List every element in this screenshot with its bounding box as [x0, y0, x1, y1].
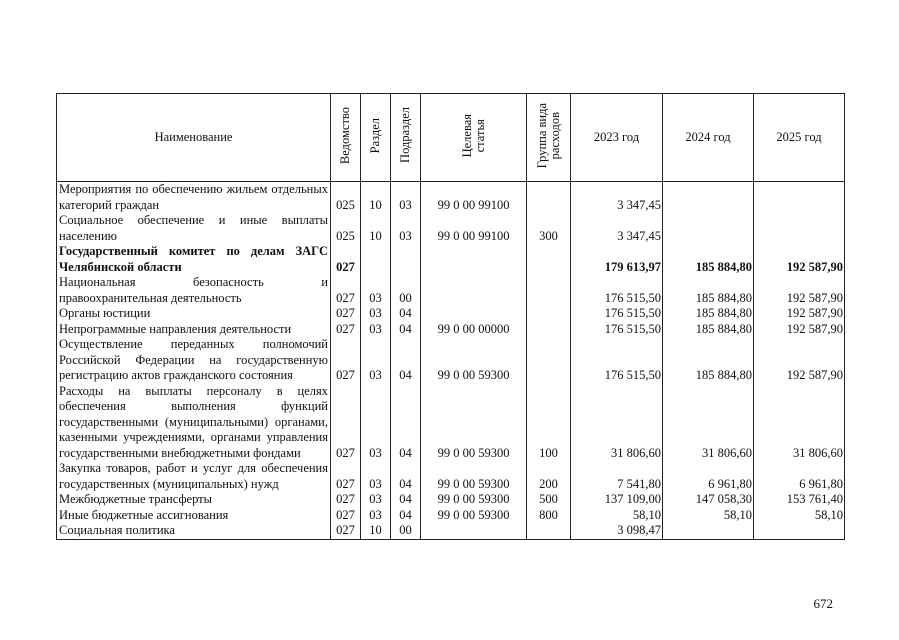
table-row [57, 322, 845, 338]
header-year-2024: 2024 год [663, 94, 754, 182]
cell-vedomstvo: 027 [331, 306, 361, 322]
cell-year-2025: 192 587,90 [754, 306, 845, 322]
cell-year-2024: 185 884,80 [663, 337, 754, 384]
cell-year-2024: 58,10 [663, 508, 754, 524]
cell-year-2023: 137 109,00 [571, 492, 663, 508]
cell-name: Расходы на выплаты персоналу в целях обеспечения выполнения функций государственными (муниципальными) органами, казенными учреждениями, органами управления государственными внебюджетными фондами [57, 384, 331, 462]
cell-vedomstvo: 025 [331, 213, 361, 244]
cell-vedomstvo: 027 [331, 508, 361, 524]
cell-gruppa-vida [527, 523, 571, 539]
cell-celevaya-statya: 99 0 00 59300 [421, 461, 527, 492]
cell-gruppa-vida: 100 [527, 384, 571, 462]
cell-vedomstvo: 027 [331, 322, 361, 338]
cell-razdel: 03 [361, 337, 391, 384]
cell-gruppa-vida [527, 306, 571, 322]
cell-gruppa-vida: 200 [527, 461, 571, 492]
header-celevaya-label: Целевая статья [459, 113, 487, 157]
cell-podrazdel: 04 [391, 322, 421, 338]
cell-year-2024: 185 884,80 [663, 275, 754, 306]
cell-year-2025 [754, 523, 845, 539]
cell-podrazdel: 04 [391, 306, 421, 322]
cell-name: Иные бюджетные ассигнования [57, 508, 331, 524]
cell-year-2023: 3 347,45 [571, 213, 663, 244]
cell-celevaya-statya [421, 275, 527, 306]
cell-celevaya-statya [421, 306, 527, 322]
cell-celevaya-statya: 99 0 00 59300 [421, 384, 527, 462]
cell-celevaya-statya [421, 523, 527, 539]
cell-name: Социальное обеспечение и иные выплаты населению [57, 213, 331, 244]
cell-razdel [361, 244, 391, 275]
cell-celevaya-statya: 99 0 00 99100 [421, 213, 527, 244]
cell-podrazdel: 04 [391, 337, 421, 384]
header-year-2023: 2023 год [571, 94, 663, 182]
table-row [57, 182, 845, 214]
cell-celevaya-statya: 99 0 00 59300 [421, 337, 527, 384]
cell-gruppa-vida [527, 337, 571, 384]
table-row [57, 275, 845, 306]
table-row [57, 213, 845, 244]
cell-name: Закупка товаров, работ и услуг для обеспечения государственных (муниципальных) нужд [57, 461, 331, 492]
table-row [57, 523, 845, 539]
cell-gruppa-vida [527, 322, 571, 338]
cell-year-2023: 176 515,50 [571, 306, 663, 322]
cell-podrazdel: 03 [391, 213, 421, 244]
cell-year-2023: 31 806,60 [571, 384, 663, 462]
cell-year-2024 [663, 213, 754, 244]
cell-razdel: 03 [361, 492, 391, 508]
cell-name: Мероприятия по обеспечению жильем отдельных категорий граждан [57, 182, 331, 214]
cell-year-2023: 179 613,97 [571, 244, 663, 275]
cell-year-2025: 192 587,90 [754, 322, 845, 338]
table-header-row [57, 94, 845, 182]
cell-razdel: 03 [361, 461, 391, 492]
budget-table [56, 93, 845, 540]
cell-podrazdel: 04 [391, 461, 421, 492]
cell-year-2023: 3 098,47 [571, 523, 663, 539]
cell-year-2024: 185 884,80 [663, 322, 754, 338]
cell-year-2025: 153 761,40 [754, 492, 845, 508]
cell-name: Непрограммные направления деятельности [57, 322, 331, 338]
cell-celevaya-statya: 99 0 00 59300 [421, 492, 527, 508]
table-body [57, 182, 845, 540]
cell-podrazdel: 04 [391, 508, 421, 524]
cell-year-2024 [663, 523, 754, 539]
cell-year-2024: 185 884,80 [663, 306, 754, 322]
cell-year-2025: 58,10 [754, 508, 845, 524]
cell-year-2025: 192 587,90 [754, 244, 845, 275]
cell-gruppa-vida: 800 [527, 508, 571, 524]
cell-year-2024: 185 884,80 [663, 244, 754, 275]
cell-razdel: 03 [361, 322, 391, 338]
cell-year-2025: 6 961,80 [754, 461, 845, 492]
table-row [57, 384, 845, 462]
table-row [57, 306, 845, 322]
cell-razdel: 10 [361, 182, 391, 214]
cell-year-2024: 147 058,30 [663, 492, 754, 508]
header-gruppa-label: Группа вида расходов [534, 102, 562, 168]
table-row [57, 492, 845, 508]
header-gruppa-vida [527, 94, 571, 182]
table-row [57, 508, 845, 524]
cell-razdel: 03 [361, 275, 391, 306]
cell-razdel: 03 [361, 306, 391, 322]
cell-name: Социальная политика [57, 523, 331, 539]
cell-vedomstvo: 025 [331, 182, 361, 214]
header-podrazdel-label: Подраздел [398, 107, 412, 164]
cell-name: Органы юстиции [57, 306, 331, 322]
cell-gruppa-vida [527, 275, 571, 306]
cell-year-2023: 7 541,80 [571, 461, 663, 492]
cell-gruppa-vida: 500 [527, 492, 571, 508]
header-name: Наименование [57, 94, 331, 182]
cell-year-2023: 176 515,50 [571, 275, 663, 306]
header-celevaya-statya [421, 94, 527, 182]
cell-celevaya-statya: 99 0 00 99100 [421, 182, 527, 214]
cell-year-2023: 58,10 [571, 508, 663, 524]
cell-razdel: 10 [361, 523, 391, 539]
cell-year-2025 [754, 182, 845, 214]
cell-celevaya-statya [421, 244, 527, 275]
cell-vedomstvo: 027 [331, 461, 361, 492]
cell-podrazdel [391, 244, 421, 275]
table-row [57, 461, 845, 492]
cell-razdel: 03 [361, 508, 391, 524]
cell-vedomstvo: 027 [331, 523, 361, 539]
cell-year-2025: 31 806,60 [754, 384, 845, 462]
cell-vedomstvo: 027 [331, 337, 361, 384]
cell-name: Национальная безопасность и правоохранительная деятельность [57, 275, 331, 306]
cell-podrazdel: 03 [391, 182, 421, 214]
cell-name: Государственный комитет по делам ЗАГС Челябинской области [57, 244, 331, 275]
cell-year-2024 [663, 182, 754, 214]
table-row [57, 337, 845, 384]
cell-year-2023: 176 515,50 [571, 322, 663, 338]
cell-year-2023: 176 515,50 [571, 337, 663, 384]
cell-podrazdel: 04 [391, 492, 421, 508]
cell-celevaya-statya: 99 0 00 00000 [421, 322, 527, 338]
cell-year-2025: 192 587,90 [754, 275, 845, 306]
cell-year-2025: 192 587,90 [754, 337, 845, 384]
cell-podrazdel: 00 [391, 275, 421, 306]
cell-razdel: 03 [361, 384, 391, 462]
cell-celevaya-statya: 99 0 00 59300 [421, 508, 527, 524]
cell-gruppa-vida [527, 244, 571, 275]
page-number: 672 [813, 596, 833, 611]
cell-podrazdel: 04 [391, 384, 421, 462]
cell-vedomstvo: 027 [331, 244, 361, 275]
header-vedomstvo-label: Ведомство [338, 106, 352, 164]
cell-year-2025 [754, 213, 845, 244]
cell-year-2023: 3 347,45 [571, 182, 663, 214]
cell-name: Осуществление переданных полномочий Российской Федерации на государственную регистрацию актов гражданского состояния [57, 337, 331, 384]
cell-year-2024: 31 806,60 [663, 384, 754, 462]
cell-name: Межбюджетные трансферты [57, 492, 331, 508]
cell-razdel: 10 [361, 213, 391, 244]
table-row [57, 244, 845, 275]
header-razdel [361, 94, 391, 182]
header-vedomstvo [331, 94, 361, 182]
header-podrazdel [391, 94, 421, 182]
cell-vedomstvo: 027 [331, 275, 361, 306]
cell-year-2024: 6 961,80 [663, 461, 754, 492]
header-razdel-label: Раздел [368, 117, 382, 153]
cell-gruppa-vida [527, 182, 571, 214]
cell-vedomstvo: 027 [331, 384, 361, 462]
cell-vedomstvo: 027 [331, 492, 361, 508]
header-year-2025: 2025 год [754, 94, 845, 182]
cell-podrazdel: 00 [391, 523, 421, 539]
cell-gruppa-vida: 300 [527, 213, 571, 244]
